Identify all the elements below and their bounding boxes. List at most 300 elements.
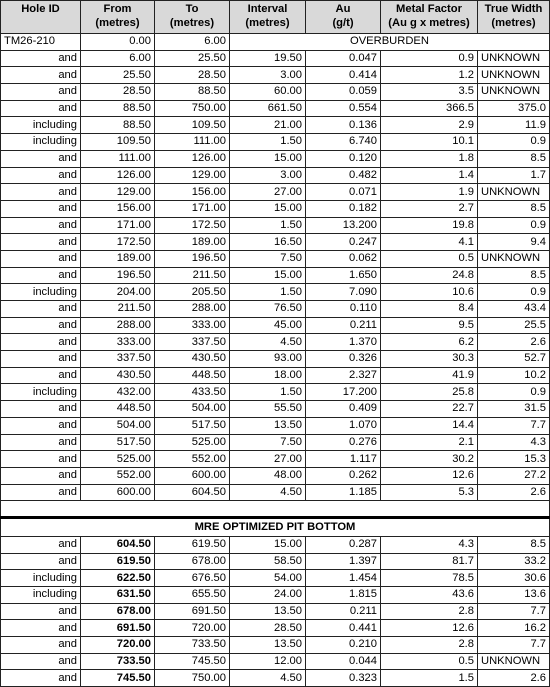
hole-id-cell: and — [1, 167, 81, 184]
from-cell: 172.50 — [81, 234, 155, 251]
metal-factor-cell: 0.5 — [381, 250, 478, 267]
to-cell: 720.00 — [155, 620, 230, 637]
to-cell: 126.00 — [155, 150, 230, 167]
table-row — [1, 417, 550, 434]
from-cell: 517.50 — [81, 434, 155, 451]
au-cell: 0.047 — [306, 50, 381, 67]
interval-cell: 60.00 — [230, 84, 306, 101]
to-cell: 619.50 — [155, 536, 230, 553]
to-cell: 109.50 — [155, 117, 230, 134]
metal-factor-cell: 1.2 — [381, 67, 478, 84]
au-cell: 0.059 — [306, 84, 381, 101]
to-cell: 552.00 — [155, 451, 230, 468]
hole-id-cell: and — [1, 150, 81, 167]
metal-factor-cell: 41.9 — [381, 367, 478, 384]
hole-id-cell: and — [1, 536, 81, 553]
metal-factor-cell: 4.1 — [381, 234, 478, 251]
table-row — [1, 84, 550, 101]
to-cell: 655.50 — [155, 587, 230, 604]
interval-cell: 58.50 — [230, 553, 306, 570]
to-cell: 288.00 — [155, 301, 230, 318]
true-width-cell: 8.5 — [478, 267, 550, 284]
true-width-cell: 0.9 — [478, 134, 550, 151]
interval-cell: 16.50 — [230, 234, 306, 251]
hole-id-cell: and — [1, 200, 81, 217]
au-cell: 1.370 — [306, 334, 381, 351]
hole-id-cell: and — [1, 184, 81, 201]
true-width-cell: 10.2 — [478, 367, 550, 384]
true-width-cell: UNKNOWN — [478, 653, 550, 670]
from-cell: 109.50 — [81, 134, 155, 151]
metal-factor-cell: 25.8 — [381, 384, 478, 401]
au-cell: 17.200 — [306, 384, 381, 401]
hole-id-cell: and — [1, 84, 81, 101]
true-width-cell: 375.0 — [478, 100, 550, 117]
au-cell: 1.070 — [306, 417, 381, 434]
from-cell: 600.00 — [81, 484, 155, 501]
interval-cell: 15.00 — [230, 536, 306, 553]
to-cell: 333.00 — [155, 317, 230, 334]
au-cell: 0.482 — [306, 167, 381, 184]
interval-cell: 4.50 — [230, 334, 306, 351]
metal-factor-cell: 43.6 — [381, 587, 478, 604]
metal-factor-cell: 2.9 — [381, 117, 478, 134]
table-row — [1, 67, 550, 84]
header-interval: Interval (metres) — [230, 1, 306, 34]
hole-id-cell: and — [1, 367, 81, 384]
interval-cell: 4.50 — [230, 484, 306, 501]
au-cell: 0.071 — [306, 184, 381, 201]
hole-id-cell: TM26-210 — [1, 34, 81, 51]
hole-id-cell: and — [1, 451, 81, 468]
au-cell: 0.120 — [306, 150, 381, 167]
hole-id-cell: including — [1, 117, 81, 134]
metal-factor-cell: 19.8 — [381, 217, 478, 234]
table-row — [1, 570, 550, 587]
from-cell: 129.00 — [81, 184, 155, 201]
header-to: To (metres) — [155, 1, 230, 34]
to-cell: 205.50 — [155, 284, 230, 301]
from-cell: 691.50 — [81, 620, 155, 637]
hole-id-cell: and — [1, 351, 81, 368]
au-cell: 0.409 — [306, 401, 381, 418]
table-row — [1, 467, 550, 484]
to-cell: 88.50 — [155, 84, 230, 101]
hole-id-cell: and — [1, 401, 81, 418]
interval-cell: 3.00 — [230, 167, 306, 184]
true-width-cell: 2.6 — [478, 670, 550, 687]
to-cell: 156.00 — [155, 184, 230, 201]
metal-factor-cell: 10.6 — [381, 284, 478, 301]
table-row — [1, 536, 550, 553]
metal-factor-cell: 14.4 — [381, 417, 478, 434]
hole-id-cell: and — [1, 301, 81, 318]
true-width-cell: UNKNOWN — [478, 67, 550, 84]
interval-cell: 3.00 — [230, 67, 306, 84]
au-cell: 0.044 — [306, 653, 381, 670]
metal-factor-cell: 30.3 — [381, 351, 478, 368]
interval-cell: 13.50 — [230, 637, 306, 654]
true-width-cell: 0.9 — [478, 284, 550, 301]
table-row — [1, 620, 550, 637]
interval-cell: 55.50 — [230, 401, 306, 418]
hole-id-cell: and — [1, 100, 81, 117]
from-cell: 288.00 — [81, 317, 155, 334]
true-width-cell: 15.3 — [478, 451, 550, 468]
from-cell: 189.00 — [81, 250, 155, 267]
hole-id-cell: including — [1, 134, 81, 151]
metal-factor-cell: 8.4 — [381, 301, 478, 318]
metal-factor-cell: 5.3 — [381, 484, 478, 501]
au-cell: 6.740 — [306, 134, 381, 151]
metal-factor-cell: 366.5 — [381, 100, 478, 117]
hole-id-cell: and — [1, 620, 81, 637]
from-cell: 525.00 — [81, 451, 155, 468]
au-cell: 1.650 — [306, 267, 381, 284]
from-cell: 196.50 — [81, 267, 155, 284]
overburden-note: OVERBURDEN — [230, 34, 550, 51]
true-width-cell: 8.5 — [478, 536, 550, 553]
metal-factor-cell: 12.6 — [381, 620, 478, 637]
interval-cell: 13.50 — [230, 603, 306, 620]
table-row — [1, 351, 550, 368]
metal-factor-cell: 78.5 — [381, 570, 478, 587]
table-row — [1, 334, 550, 351]
from-cell: 604.50 — [81, 536, 155, 553]
au-cell: 13.200 — [306, 217, 381, 234]
from-cell: 6.00 — [81, 50, 155, 67]
metal-factor-cell: 2.8 — [381, 603, 478, 620]
to-cell: 430.50 — [155, 351, 230, 368]
hole-id-cell: and — [1, 467, 81, 484]
from-cell: 720.00 — [81, 637, 155, 654]
hole-id-cell: and — [1, 250, 81, 267]
true-width-cell: 16.2 — [478, 620, 550, 637]
table-header — [1, 1, 550, 34]
metal-factor-cell: 2.8 — [381, 637, 478, 654]
metal-factor-cell: 9.5 — [381, 317, 478, 334]
hole-id-cell: and — [1, 603, 81, 620]
to-cell: 733.50 — [155, 637, 230, 654]
interval-cell: 54.00 — [230, 570, 306, 587]
header-true-width: True Width (metres) — [478, 1, 550, 34]
au-cell: 0.182 — [306, 200, 381, 217]
true-width-cell: UNKNOWN — [478, 84, 550, 101]
to-cell: 172.50 — [155, 217, 230, 234]
from-cell: 430.50 — [81, 367, 155, 384]
metal-factor-cell: 81.7 — [381, 553, 478, 570]
interval-cell: 24.00 — [230, 587, 306, 604]
hole-id-cell: and — [1, 653, 81, 670]
hole-id-cell: and — [1, 50, 81, 67]
au-cell: 1.815 — [306, 587, 381, 604]
au-cell: 1.397 — [306, 553, 381, 570]
table-row — [1, 184, 550, 201]
from-cell: 619.50 — [81, 553, 155, 570]
from-cell: 432.00 — [81, 384, 155, 401]
metal-factor-cell: 3.5 — [381, 84, 478, 101]
hole-id-cell: and — [1, 334, 81, 351]
metal-factor-cell: 2.1 — [381, 434, 478, 451]
from-cell: 211.50 — [81, 301, 155, 318]
true-width-cell: 4.3 — [478, 434, 550, 451]
to-cell: 171.00 — [155, 200, 230, 217]
au-cell: 1.117 — [306, 451, 381, 468]
au-cell: 2.327 — [306, 367, 381, 384]
au-cell: 1.454 — [306, 570, 381, 587]
table-row — [1, 317, 550, 334]
table-row — [1, 367, 550, 384]
table-row — [1, 200, 550, 217]
metal-factor-cell: 10.1 — [381, 134, 478, 151]
au-cell: 0.414 — [306, 67, 381, 84]
metal-factor-cell: 1.8 — [381, 150, 478, 167]
interval-cell: 661.50 — [230, 100, 306, 117]
table-row — [1, 670, 550, 687]
to-cell: 678.00 — [155, 553, 230, 570]
true-width-cell: 2.6 — [478, 484, 550, 501]
interval-cell: 27.00 — [230, 184, 306, 201]
to-cell: 448.50 — [155, 367, 230, 384]
au-cell: 0.211 — [306, 603, 381, 620]
header-hole-id: Hole ID — [1, 1, 81, 34]
to-cell: 211.50 — [155, 267, 230, 284]
to-cell: 745.50 — [155, 653, 230, 670]
lower-results — [1, 501, 550, 687]
metal-factor-cell: 24.8 — [381, 267, 478, 284]
from-cell: 0.00 — [81, 34, 155, 51]
table-row — [1, 301, 550, 318]
metal-factor-cell: 22.7 — [381, 401, 478, 418]
interval-cell: 93.00 — [230, 351, 306, 368]
metal-factor-cell: 12.6 — [381, 467, 478, 484]
header-from: From (metres) — [81, 1, 155, 34]
interval-cell: 4.50 — [230, 670, 306, 687]
interval-cell: 45.00 — [230, 317, 306, 334]
true-width-cell: 8.5 — [478, 150, 550, 167]
to-cell: 28.50 — [155, 67, 230, 84]
true-width-cell: UNKNOWN — [478, 184, 550, 201]
from-cell: 745.50 — [81, 670, 155, 687]
true-width-cell: 33.2 — [478, 553, 550, 570]
hole-id-cell: including — [1, 587, 81, 604]
from-cell: 156.00 — [81, 200, 155, 217]
metal-factor-cell: 1.5 — [381, 670, 478, 687]
true-width-cell: 1.7 — [478, 167, 550, 184]
au-cell: 0.326 — [306, 351, 381, 368]
to-cell: 750.00 — [155, 100, 230, 117]
section-separator — [1, 501, 550, 518]
au-cell: 0.323 — [306, 670, 381, 687]
hole-id-cell: and — [1, 67, 81, 84]
au-cell: 0.262 — [306, 467, 381, 484]
from-cell: 333.00 — [81, 334, 155, 351]
table-row — [1, 637, 550, 654]
pit-bottom-banner: MRE OPTIMIZED PIT BOTTOM — [1, 517, 550, 536]
interval-cell: 19.50 — [230, 50, 306, 67]
true-width-cell: 8.5 — [478, 200, 550, 217]
true-width-cell: 31.5 — [478, 401, 550, 418]
true-width-cell: 0.9 — [478, 384, 550, 401]
hole-id-cell: and — [1, 267, 81, 284]
to-cell: 25.50 — [155, 50, 230, 67]
interval-cell: 7.50 — [230, 434, 306, 451]
au-cell: 0.441 — [306, 620, 381, 637]
table-row — [1, 401, 550, 418]
au-cell: 1.185 — [306, 484, 381, 501]
au-cell: 0.554 — [306, 100, 381, 117]
table-row — [1, 267, 550, 284]
true-width-cell: 30.6 — [478, 570, 550, 587]
interval-cell: 1.50 — [230, 217, 306, 234]
au-cell: 0.211 — [306, 317, 381, 334]
au-cell: 0.247 — [306, 234, 381, 251]
interval-cell: 15.00 — [230, 200, 306, 217]
true-width-cell: 52.7 — [478, 351, 550, 368]
from-cell: 25.50 — [81, 67, 155, 84]
from-cell: 88.50 — [81, 117, 155, 134]
table-row — [1, 434, 550, 451]
hole-id-cell: including — [1, 284, 81, 301]
table-row — [1, 217, 550, 234]
from-cell: 622.50 — [81, 570, 155, 587]
true-width-cell: 0.9 — [478, 217, 550, 234]
hole-id-cell: including — [1, 570, 81, 587]
table-row — [1, 250, 550, 267]
hole-id-cell: and — [1, 670, 81, 687]
true-width-cell: 7.7 — [478, 637, 550, 654]
interval-cell: 13.50 — [230, 417, 306, 434]
au-cell: 0.062 — [306, 250, 381, 267]
from-cell: 28.50 — [81, 84, 155, 101]
hole-id-cell: and — [1, 637, 81, 654]
interval-cell: 1.50 — [230, 284, 306, 301]
interval-cell: 1.50 — [230, 134, 306, 151]
from-cell: 171.00 — [81, 217, 155, 234]
metal-factor-cell: 1.9 — [381, 184, 478, 201]
to-cell: 517.50 — [155, 417, 230, 434]
from-cell: 733.50 — [81, 653, 155, 670]
true-width-cell: 7.7 — [478, 417, 550, 434]
to-cell: 604.50 — [155, 484, 230, 501]
table-row — [1, 484, 550, 501]
table-row — [1, 587, 550, 604]
table-row — [1, 117, 550, 134]
table-row — [1, 653, 550, 670]
table-row — [1, 384, 550, 401]
interval-cell: 12.00 — [230, 653, 306, 670]
table-row — [1, 234, 550, 251]
interval-cell: 76.50 — [230, 301, 306, 318]
true-width-cell: 7.7 — [478, 603, 550, 620]
to-cell: 676.50 — [155, 570, 230, 587]
interval-cell: 7.50 — [230, 250, 306, 267]
true-width-cell: 13.6 — [478, 587, 550, 604]
to-cell: 525.00 — [155, 434, 230, 451]
metal-factor-cell: 4.3 — [381, 536, 478, 553]
interval-cell: 28.50 — [230, 620, 306, 637]
hole-id-cell: and — [1, 234, 81, 251]
pit-bottom-banner-row — [1, 517, 550, 536]
interval-cell: 48.00 — [230, 467, 306, 484]
true-width-cell: 11.9 — [478, 117, 550, 134]
true-width-cell: 27.2 — [478, 467, 550, 484]
interval-cell: 15.00 — [230, 267, 306, 284]
interval-cell: 15.00 — [230, 150, 306, 167]
table-row — [1, 100, 550, 117]
hole-id-cell: and — [1, 317, 81, 334]
from-cell: 337.50 — [81, 351, 155, 368]
from-cell: 678.00 — [81, 603, 155, 620]
au-cell: 0.136 — [306, 117, 381, 134]
interval-cell: 18.00 — [230, 367, 306, 384]
to-cell: 111.00 — [155, 134, 230, 151]
interval-cell: 27.00 — [230, 451, 306, 468]
table-row — [1, 150, 550, 167]
true-width-cell: UNKNOWN — [478, 250, 550, 267]
to-cell: 337.50 — [155, 334, 230, 351]
hole-id-cell: and — [1, 553, 81, 570]
metal-factor-cell: 1.4 — [381, 167, 478, 184]
table-row — [1, 167, 550, 184]
to-cell: 196.50 — [155, 250, 230, 267]
table-row — [1, 553, 550, 570]
metal-factor-cell: 6.2 — [381, 334, 478, 351]
from-cell: 448.50 — [81, 401, 155, 418]
au-cell: 0.276 — [306, 434, 381, 451]
to-cell: 6.00 — [155, 34, 230, 51]
to-cell: 129.00 — [155, 167, 230, 184]
table-row — [1, 50, 550, 67]
from-cell: 111.00 — [81, 150, 155, 167]
from-cell: 631.50 — [81, 587, 155, 604]
interval-cell: 21.00 — [230, 117, 306, 134]
to-cell: 600.00 — [155, 467, 230, 484]
hole-id-cell: and — [1, 484, 81, 501]
from-cell: 504.00 — [81, 417, 155, 434]
table-row — [1, 134, 550, 151]
au-cell: 7.090 — [306, 284, 381, 301]
to-cell: 691.50 — [155, 603, 230, 620]
au-cell: 0.210 — [306, 637, 381, 654]
header-metal-factor: Metal Factor (Au g x metres) — [381, 1, 478, 34]
to-cell: 750.00 — [155, 670, 230, 687]
from-cell: 204.00 — [81, 284, 155, 301]
true-width-cell: UNKNOWN — [478, 50, 550, 67]
true-width-cell: 2.6 — [478, 334, 550, 351]
table-row — [1, 603, 550, 620]
header-au: Au (g/t) — [306, 1, 381, 34]
metal-factor-cell: 2.7 — [381, 200, 478, 217]
upper-results — [1, 34, 550, 501]
metal-factor-cell: 30.2 — [381, 451, 478, 468]
hole-id-cell: and — [1, 217, 81, 234]
au-cell: 0.287 — [306, 536, 381, 553]
metal-factor-cell: 0.9 — [381, 50, 478, 67]
table-row — [1, 284, 550, 301]
metal-factor-cell: 0.5 — [381, 653, 478, 670]
au-cell: 0.110 — [306, 301, 381, 318]
table-row — [1, 451, 550, 468]
hole-id-cell: including — [1, 384, 81, 401]
true-width-cell: 25.5 — [478, 317, 550, 334]
to-cell: 189.00 — [155, 234, 230, 251]
from-cell: 552.00 — [81, 467, 155, 484]
interval-cell: 1.50 — [230, 384, 306, 401]
to-cell: 504.00 — [155, 401, 230, 418]
from-cell: 126.00 — [81, 167, 155, 184]
to-cell: 433.50 — [155, 384, 230, 401]
